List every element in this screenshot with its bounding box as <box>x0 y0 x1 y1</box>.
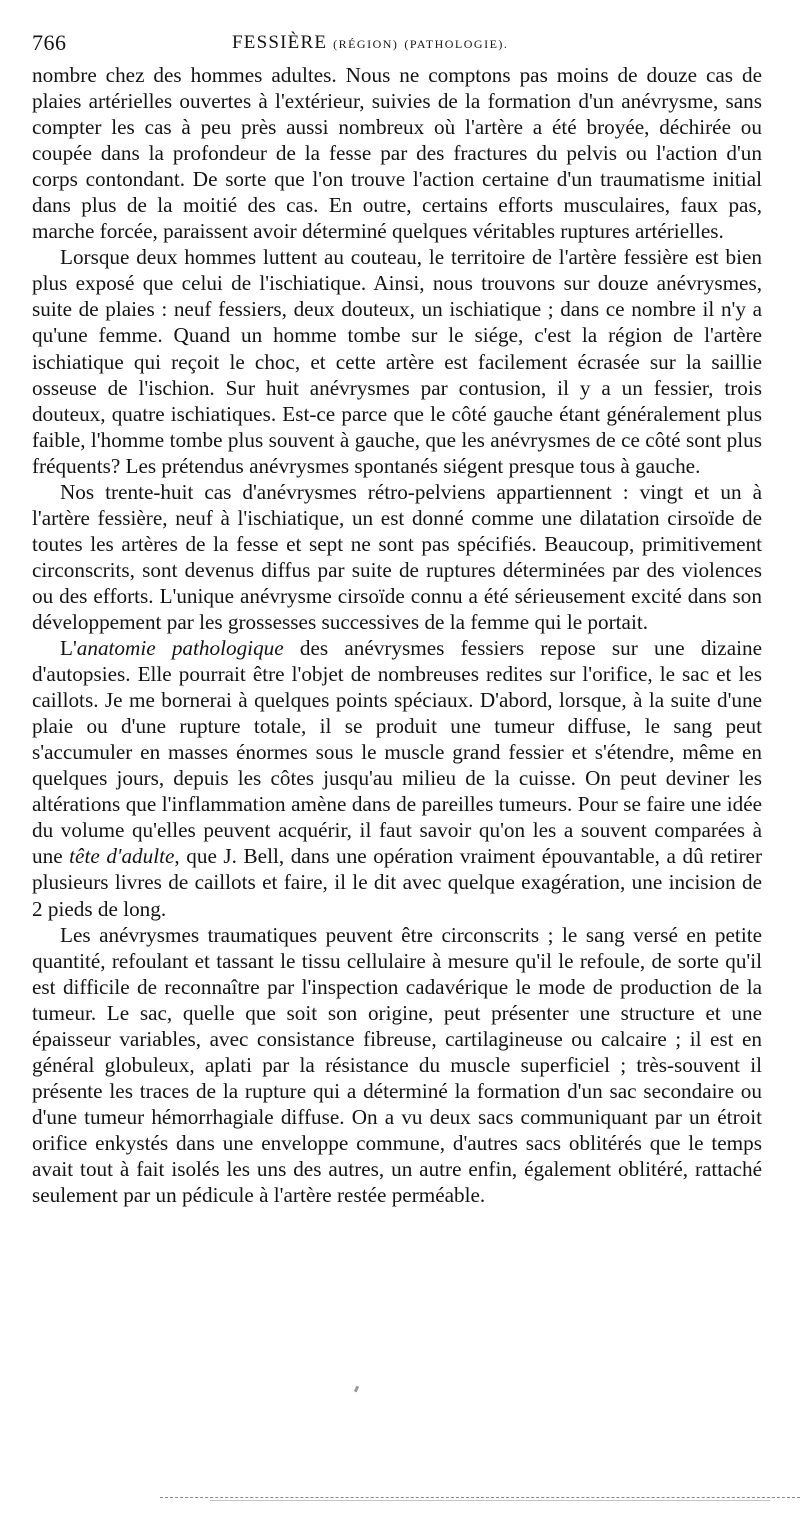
paragraph-continuation: nombre chez des hommes adultes. Nous ne comptons pas moins de douze cas de plaies artérielles ouvertes à l'extérieur, suivies de la formation d'un anévrysme, sans compter les cas à peu près aussi nombreux où l'artère a été broyée, déchirée ou coupée dans la profondeur de la fesse par des fractures du pelvis ou l'action d'un corps contondant. De sorte que l'on trouve l'action certaine d'un traumatisme initial dans plus de la moitié des cas. En outre, certains efforts musculaires, faux pas, marche forcée, paraissent avoir déterminé quelques véritables ruptures artérielles. <box>32 63 762 244</box>
paragraph-case-count: Nos trente-huit cas d'anévrysmes rétro-pelviens appartiennent : vingt et un à l'artère fessière, neuf à l'ischiatique, un est donné comme une dilatation cirsoïde de toutes les artères de la fesse et sept ne sont pas spécifiés. Beaucoup, primitivement circonscrits, sont devenus diffus par suite de ruptures déterminées par des violences ou des efforts. L'unique anévrysme cirsoïde connu a été sérieusement excité dans son développement par les grossesses successives de la femme qui le portait. <box>32 479 762 634</box>
page-number: 766 <box>32 30 67 55</box>
p4-italic-adult-head: tête d'adulte <box>69 844 175 869</box>
running-title-pathology: (PATHOLOGIE). <box>404 37 509 51</box>
p4-text-b: , que J. Bell, dans une opération vraiment épouvantable, a dû retirer plusieurs livres de caillots et faire, il le dit avec quelque exagération, une incision de 2 pieds de long. <box>32 844 763 921</box>
p4-text-a: des anévrysmes fessiers repose sur une dizaine d'autopsies. Elle pourrait être l'objet de nombreuses redites sur l'orifice, le sac et les caillots. Je me bornerai à quelques points spéciaux. D'abord, lorsque, à la suite d'une plaie ou d'une rupture totale, il se produit une tumeur diffuse, le sang peut s'accumuler en masses énormes sous le muscle grand fessier et s'étendre, même en quelques jours, depuis les côtes jusqu'au milieu de la cuisse. On peut deviner les altérations que l'inflammation amène dans de pareilles tumeurs. Pour se faire une idée du volume qu'elles peuvent acquérir, il faut savoir qu'on les a souvent comparées à une <box>32 636 763 869</box>
paragraph-knife-fights: Lorsque deux hommes luttent au couteau, le territoire de l'artère fessière est bien plus exposé que celui de l'ischiatique. Ainsi, nous trouvons sur douze anévrysmes, suite de plaies : neuf fessiers, deux douteux, un ischiatique ; dans ce nombre il n'y a qu'une femme. Quand un homme tombe sur le siége, c'est la région de l'artère ischiatique qui reçoit le choc, et cette artère est facilement écrasée sur la saillie osseuse de l'ischion. Sur huit anévrysmes par contusion, il y a un fessier, trois douteux, quatre ischiatiques. Est-ce parce que le côté gauche étant généralement plus faible, l'homme tombe plus souvent à gauche, que les anévrysmes de ce côté sont plus fréquents? Les prétendus anévrysmes spontanés siégent presque tous à gauche. <box>32 245 762 478</box>
running-title <box>232 32 508 54</box>
p4-lead: L' <box>60 636 77 661</box>
running-title-region: (RÉGION) <box>333 37 399 51</box>
stray-ink-mark <box>354 1386 359 1393</box>
paragraph-pathological-anatomy <box>32 635 762 922</box>
body-text <box>32 62 762 1208</box>
running-header <box>32 30 772 60</box>
running-title-main: FESSIÈRE <box>232 32 328 53</box>
paragraph-traumatic-aneurysms: Les anévrysmes traumatiques peuvent être circonscrits ; le sang versé en petite quantité, refoulant et tassant le tissu cellulaire à mesure qu'il le refoule, de sorte qu'il est difficile de reconnaître par l'inspection cadavérique le mode de production de la tumeur. Le sac, quelle que soit son origine, peut présenter une structure et une épaisseur variables, avec consistance fibreuse, cartilagineuse ou calcaire ; il est en général globuleux, aplati par la résistance du muscle superficiel ; très-souvent il présente les traces de la rupture qui a déterminé la formation d'un sac secondaire ou d'une tumeur hémorrhagiale diffuse. On a vu deux sacs communiquant par un étroit orifice enkystés dans une enveloppe commune, d'autres sacs oblitérés que le temps avait tout à fait isolés les uns des autres, un autre enfin, également oblitéré, rattaché seulement par un pédicule à l'artère restée perméable. <box>32 922 762 1208</box>
p4-italic-term: anatomie pathologique <box>76 636 284 661</box>
footer-rule-faint <box>210 1500 770 1501</box>
footer-rule <box>160 1497 800 1498</box>
